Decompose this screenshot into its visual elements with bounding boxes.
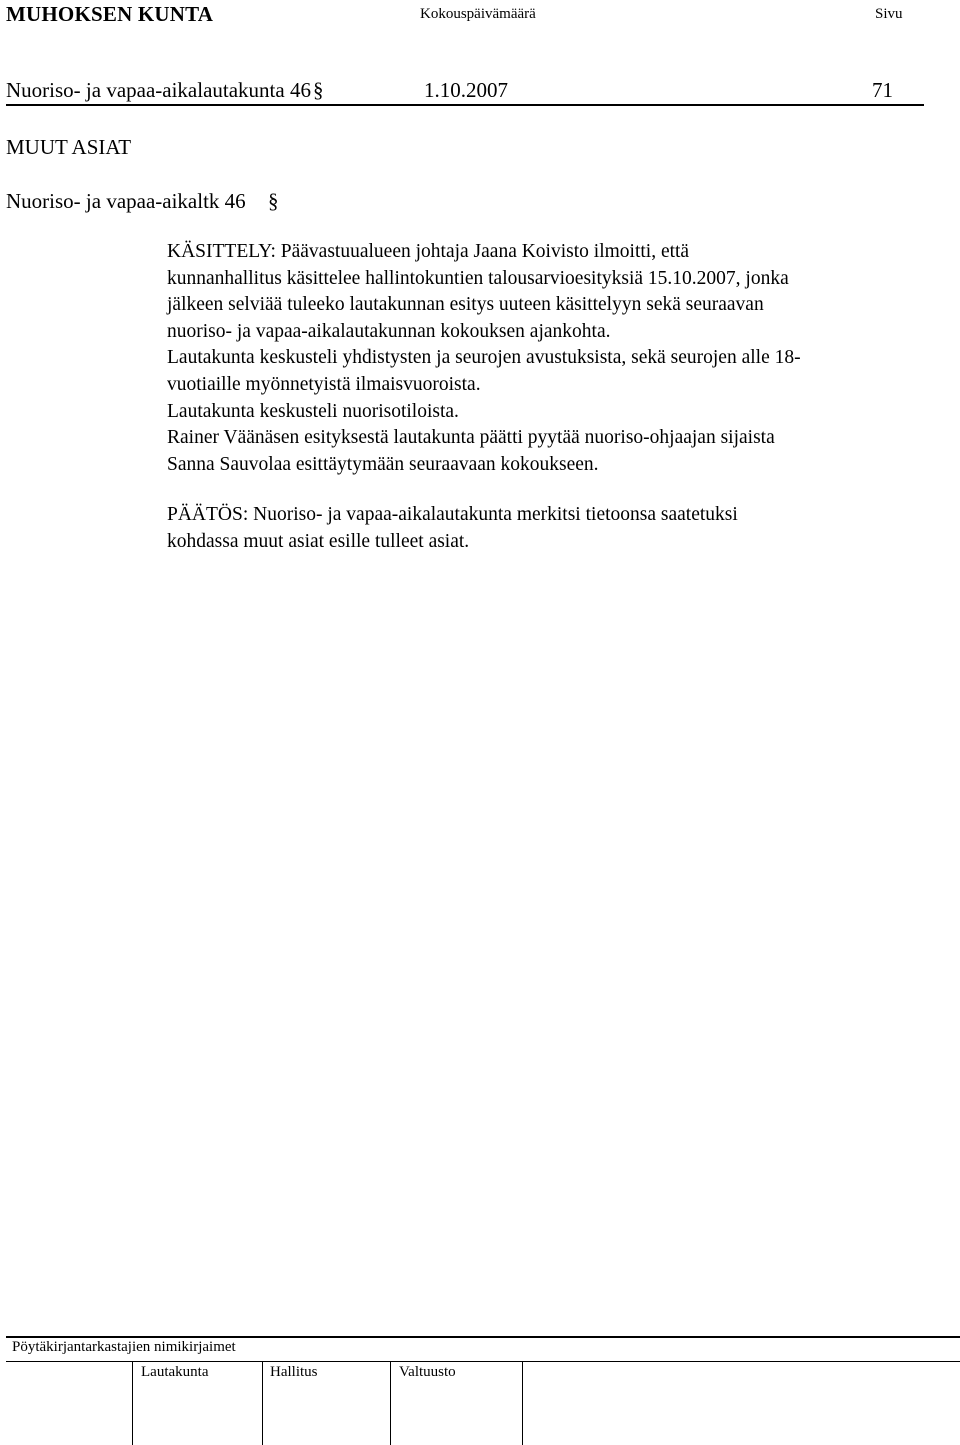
item-section-mark: §: [268, 189, 279, 213]
footer-column-divider: [390, 1362, 391, 1445]
footer-column-divider: [522, 1362, 523, 1445]
processing-line: kunnanhallitus käsittelee hallintokuntien talousarvioesityksiä 15.10.2007, jonka: [167, 267, 789, 289]
footer-column-divider: [262, 1362, 263, 1445]
processing-line: vuotiaille myönnetyistä ilmaisvuoroista.: [167, 373, 481, 395]
processing-line: Sanna Sauvolaa esittäytymään seuraavaan kokoukseen.: [167, 453, 599, 475]
footer-top-rule: [6, 1336, 960, 1338]
footer-signatures-label: Pöytäkirjantarkastajien nimikirjaimet: [12, 1339, 236, 1355]
processing-line: Lautakunta keskusteli yhdistysten ja seurojen avustuksista, sekä seurojen alle 18-: [167, 347, 801, 369]
footer-column-lautakunta: Lautakunta: [141, 1364, 209, 1380]
meeting-date: 1.10.2007: [424, 78, 508, 102]
municipality-name: MUHOKSEN KUNTA: [6, 2, 214, 26]
header-divider: [6, 104, 924, 106]
processing-line: nuoriso- ja vapaa-aikalautakunnan kokouksen ajankohta.: [167, 320, 611, 342]
page-label: Sivu: [875, 6, 903, 22]
committee-name: Nuoriso- ja vapaa-aikalautakunta 46: [6, 78, 311, 102]
footer-column-valtuusto: Valtuusto: [399, 1364, 456, 1380]
processing-line: KÄSITTELY: Päävastuualueen johtaja Jaana Koivisto ilmoitti, että: [167, 241, 690, 262]
section-mark: §: [313, 78, 324, 102]
processing-line: Lautakunta keskusteli nuorisotiloista.: [167, 400, 459, 422]
decision-paragraph: [167, 502, 738, 555]
section-title: MUUT ASIAT: [6, 135, 132, 159]
footer-middle-rule: [6, 1361, 960, 1362]
processing-line: Rainer Väänäsen esityksestä lautakunta päätti pyytää nuoriso-ohjaajan sijaista: [167, 427, 775, 449]
page-number: 71: [872, 78, 893, 102]
processing-line: jälkeen selviää tuleeko lautakunnan esitys uuteen käsittelyyn sekä seuraavan: [167, 294, 764, 316]
decision-line: PÄÄTÖS: Nuoriso- ja vapaa-aikalautakunta merkitsi tietoonsa saatetuksi: [167, 504, 738, 525]
meeting-date-label: Kokouspäivämäärä: [420, 6, 536, 22]
item-title: Nuoriso- ja vapaa-aikaltk 46: [6, 189, 246, 213]
decision-line: kohdassa muut asiat esille tulleet asiat.: [167, 530, 470, 552]
footer-column-divider: [132, 1362, 133, 1445]
footer-column-hallitus: Hallitus: [270, 1364, 318, 1380]
processing-paragraph: [167, 239, 801, 478]
